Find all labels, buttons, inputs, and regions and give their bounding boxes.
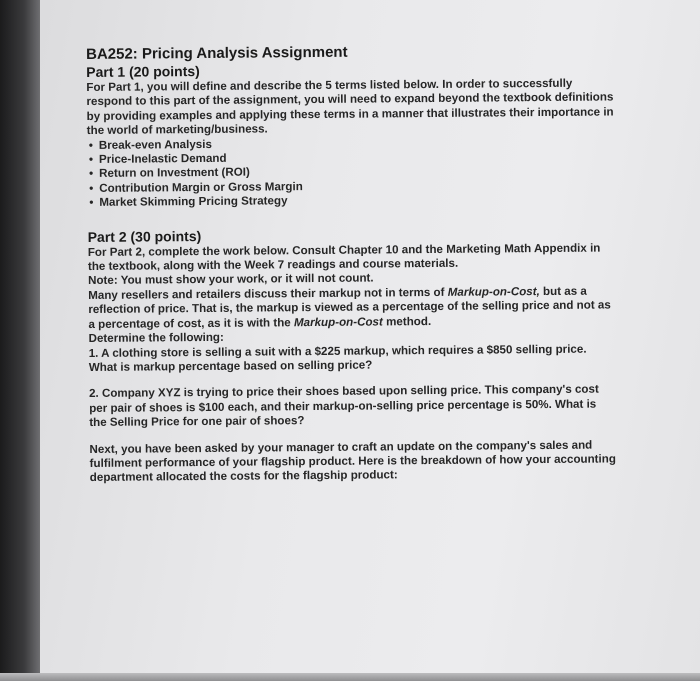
part1-line: the world of marketing/business. — [86, 122, 268, 138]
question-1-line: What is markup percentage based on selling price? — [88, 358, 373, 374]
question-2-line: per pair of shoes is $100 each, and their markup-on-selling price percentage is 50%. What is — [89, 397, 597, 415]
markup-line: a percentage of cost, as it is with the Markup-on-Cost method. — [88, 314, 432, 331]
note-label: Note: — [87, 274, 118, 288]
bullet-icon: • — [89, 181, 94, 195]
question-2-line: 2. Company XYZ is trying to price their shoes based upon selling price. This company's cost — [88, 382, 599, 401]
bullet-icon: • — [88, 138, 93, 152]
list-item: • Market Skimming Pricing Strategy — [89, 194, 288, 210]
monitor-bezel — [0, 0, 40, 681]
list-item: • Contribution Margin or Gross Margin — [89, 179, 303, 195]
assignment-document — [86, 41, 640, 486]
markup-line: reflection of price. That is, the markup is viewed as a percentage of the selling price and not as — [88, 298, 611, 317]
part2-intro-line: the textbook, along with the Week 7 readings and course materials. — [87, 256, 459, 274]
list-item: • Price-Inelastic Demand — [88, 151, 227, 167]
part2-intro-line: For Part 2, complete the work below. Consult Chapter 10 and the Marketing Math Appendix in — [87, 241, 601, 259]
part1-instructions — [86, 76, 636, 138]
bullet-icon: • — [88, 152, 94, 167]
determine-heading: Determine the following: — [88, 330, 224, 346]
next-section-line: fulfilment performance of your flagship product. Here is the breakdown of how your accounting — [89, 452, 616, 470]
bullet-icon: • — [89, 196, 94, 210]
terms-list — [87, 134, 638, 211]
list-item: • Return on Investment (ROI) — [89, 166, 250, 181]
part1-line: respond to this part of the assignment, you will need to expand beyond the textbook definitions — [86, 90, 614, 109]
markup-line: Many resellers and retailers discuss their markup not in terms of Markup-on-Cost, but as a — [88, 284, 587, 302]
part1-heading: Part 1 (20 points) — [86, 63, 200, 80]
part1-line: by providing examples and applying these terms in a manner that illustrates their importance in — [86, 105, 614, 123]
part2-heading: Part 2 (30 points) — [87, 227, 202, 245]
question-2-line: the Selling Price for one pair of shoes? — [89, 414, 305, 430]
next-section-line: Next, you have been asked by your manager to craft an update on the company's sales and — [89, 438, 593, 456]
monitor-edge — [0, 673, 700, 681]
part1-line: For Part 1, you will define and describe the 5 terms listed below. In order to successfully — [86, 76, 573, 94]
document-title: BA252: Pricing Analysis Assignment — [86, 43, 348, 63]
question-1-line: 1. A clothing store is selling a suit with a $225 markup, which requires a $850 selling price. — [88, 342, 587, 360]
bullet-icon: • — [89, 167, 94, 181]
next-section-line: department allocated the costs for the flagship product: — [89, 468, 398, 485]
list-item: • Break-even Analysis — [88, 137, 212, 152]
note-text: You must show your work, or it will not count. — [117, 271, 374, 288]
